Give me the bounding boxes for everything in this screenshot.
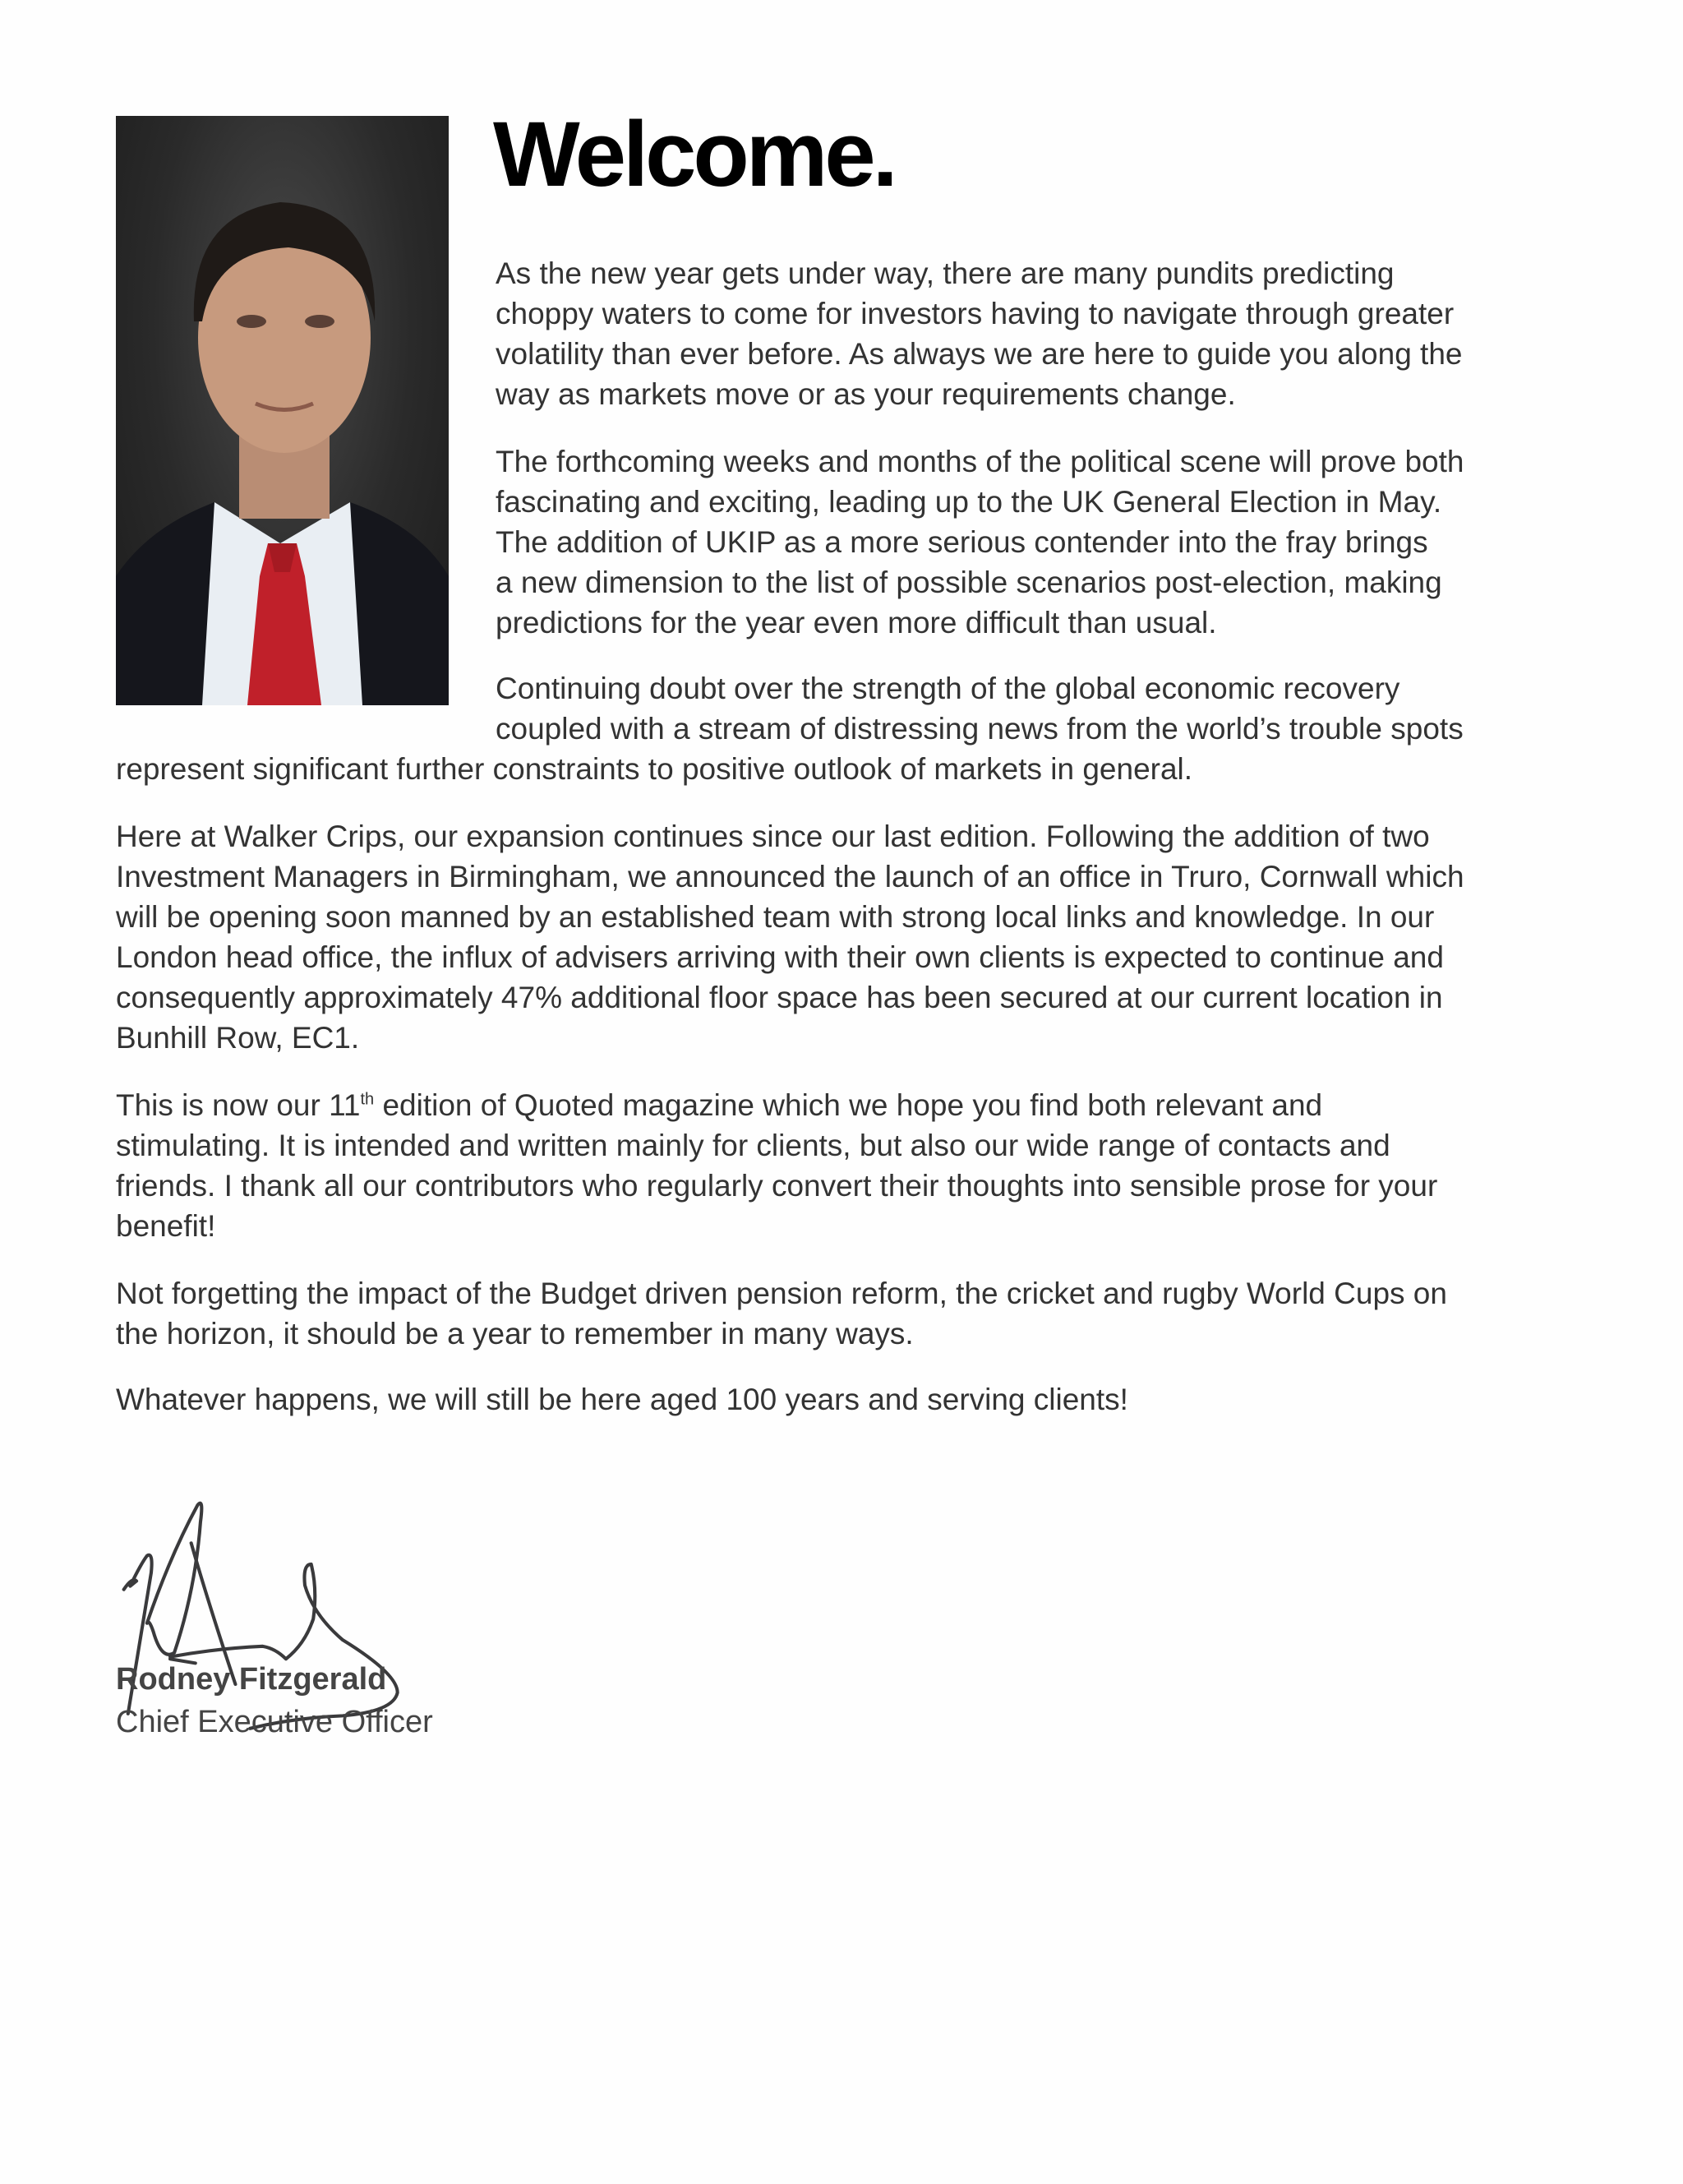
text-line: stimulating. It is intended and written mainly for clients, but also our wide range of contacts and — [116, 1129, 1390, 1162]
paragraph-closing — [116, 1379, 1128, 1420]
paragraph-expansion — [116, 816, 1464, 1058]
text-line: Here at Walker Crips, our expansion continues since our last edition. Following the addition of two — [116, 820, 1430, 853]
text-line: Not forgetting the impact of the Budget driven pension reform, the cricket and rugby World Cups on — [116, 1277, 1447, 1310]
text-line: predictions for the year even more difficult than usual. — [496, 606, 1217, 640]
text-line: consequently approximately 47% additional floor space has been secured at our current location in — [116, 981, 1443, 1014]
signatory-name: Rodney Fitzgerald — [116, 1662, 387, 1697]
text-line: a new dimension to the list of possible scenarios post-election, making — [496, 566, 1442, 599]
text-line: Bunhill Row, EC1. — [116, 1021, 360, 1055]
text-line: As the new year gets under way, there are many pundits predicting — [496, 256, 1395, 290]
text-line: fascinating and exciting, leading up to the UK General Election in May. — [496, 485, 1442, 519]
text-line: will be opening soon manned by an established team with strong local links and knowledge. In our — [116, 900, 1435, 934]
text-line: The addition of UKIP as a more serious contender into the fray brings — [496, 525, 1428, 559]
text-line: The forthcoming weeks and months of the political scene will prove both — [496, 445, 1464, 478]
text-line: volatility than ever before. As always we are here to guide you along the — [496, 337, 1463, 371]
portrait-image — [116, 116, 449, 705]
paragraph-intro — [496, 253, 1462, 414]
text-run: edition of Quoted magazine which we hope you find both relevant and — [374, 1088, 1323, 1122]
page-title: Welcome. — [493, 103, 895, 205]
text-line: friends. I thank all our contributors who regularly convert their thoughts into sensible prose for your — [116, 1169, 1438, 1203]
paragraph-economy — [116, 668, 1464, 789]
ordinal-suffix: th — [360, 1090, 375, 1109]
text-line: choppy waters to come for investors having to navigate through greater — [496, 297, 1455, 330]
text-line: London head office, the influx of advisers arriving with their own clients is expected to continue and — [116, 940, 1444, 974]
text-line: Investment Managers in Birmingham, we announced the launch of an office in Truro, Cornwall which — [116, 860, 1464, 893]
text-line: benefit! — [116, 1209, 216, 1243]
signatory-role: Chief Executive Officer — [116, 1705, 433, 1739]
ceo-portrait-photo — [116, 116, 449, 705]
paragraph-edition — [116, 1085, 1437, 1246]
text-line: represent significant further constraints to positive outlook of markets in general. — [116, 752, 1193, 786]
text-run: This is now our 11 — [116, 1088, 361, 1122]
text-line: the horizon, it should be a year to remember in many ways. — [116, 1317, 914, 1351]
paragraph-outlook — [116, 1273, 1447, 1354]
text-line: Continuing doubt over the strength of the global economic recovery — [496, 672, 1400, 705]
text-line: way as markets move or as your requirements change. — [496, 377, 1236, 411]
text-line: coupled with a stream of distressing news from the world’s trouble spots — [496, 712, 1464, 746]
text-line — [116, 1085, 1437, 1125]
paragraph-politics — [496, 441, 1464, 643]
text-line: Whatever happens, we will still be here aged 100 years and serving clients! — [116, 1383, 1128, 1416]
